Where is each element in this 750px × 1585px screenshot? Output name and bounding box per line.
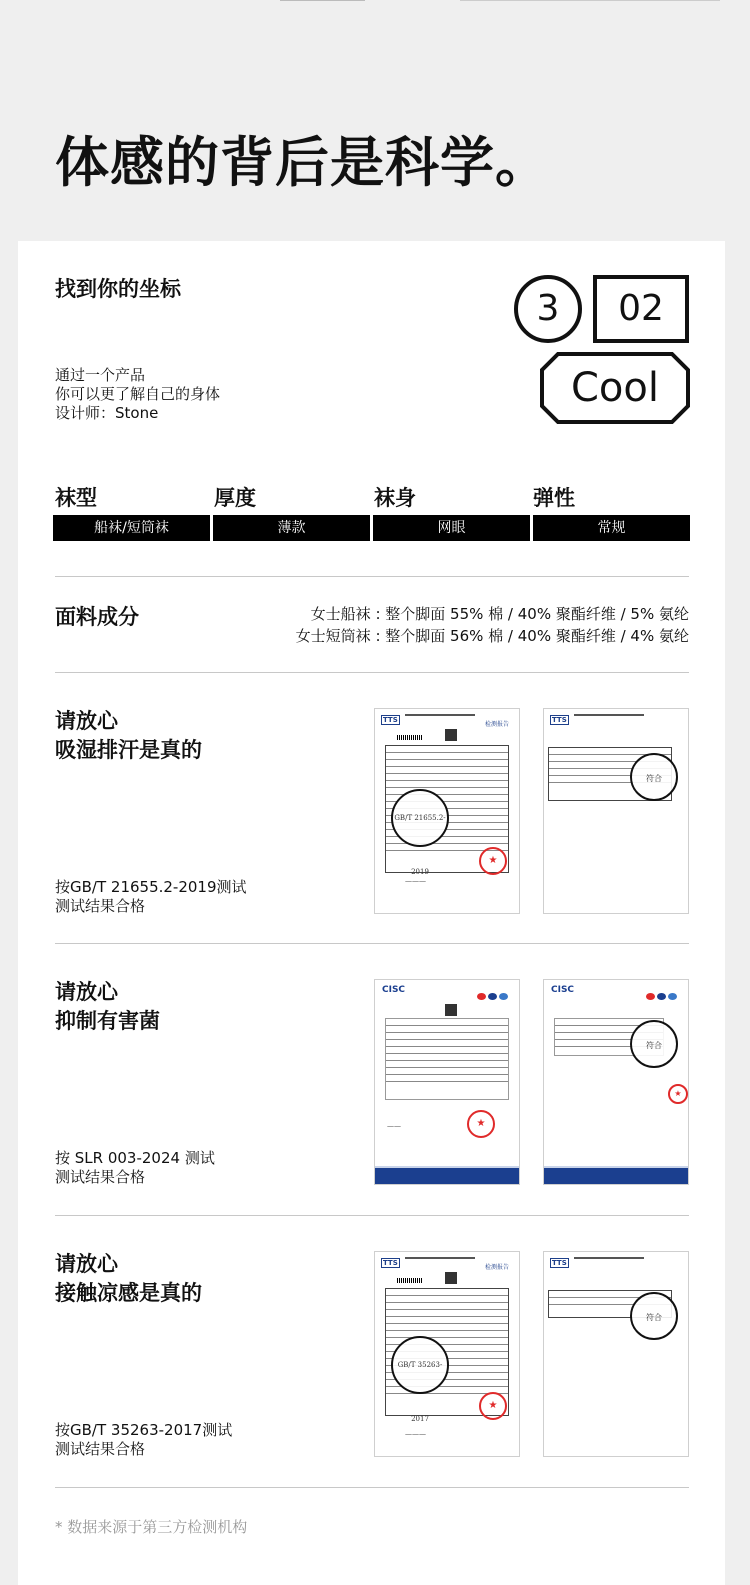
divider bbox=[55, 943, 689, 944]
top-rule bbox=[280, 0, 365, 1]
magnifier-lens: 符合 bbox=[630, 1292, 678, 1340]
report-image bbox=[374, 708, 520, 914]
qr-code-icon bbox=[445, 1004, 457, 1016]
fabric-line: 女士船袜 : 整个脚面 55% 棉 / 40% 聚酯纤维 / 5% 氨纶 bbox=[310, 605, 689, 623]
divider bbox=[55, 1487, 689, 1488]
test-result: 测试结果合格 bbox=[55, 1440, 146, 1458]
heading-line: 请放心 bbox=[55, 980, 118, 1004]
intro-line: 通过一个产品 bbox=[55, 366, 146, 384]
test-result: 测试结果合格 bbox=[55, 1168, 146, 1186]
red-stamp-icon: ★ bbox=[479, 847, 507, 875]
report-header bbox=[574, 714, 644, 716]
heading-line: 请放心 bbox=[55, 709, 118, 733]
heading-line: 请放心 bbox=[55, 1252, 118, 1276]
report-logo-icon: TTS bbox=[383, 716, 398, 724]
attr-value-type: 船袜/短筒袜 bbox=[53, 515, 210, 541]
intro-title: 找到你的坐标 bbox=[55, 277, 181, 301]
test-standard: 按GB/T 35263-2017测试 bbox=[55, 1421, 233, 1439]
report-logo-icon: TTS bbox=[383, 1259, 398, 1267]
report-image bbox=[374, 1251, 520, 1457]
test-note bbox=[55, 1421, 232, 1459]
heading-line: 吸湿排汗是真的 bbox=[55, 738, 202, 762]
logo-word: Cool bbox=[571, 365, 659, 411]
page-headline: 体感的背后是科学。 bbox=[55, 131, 550, 194]
report-image bbox=[543, 708, 689, 914]
magnifier-lens: GB/T 21655.2-2019 bbox=[391, 789, 449, 847]
top-rule bbox=[460, 0, 720, 1]
red-stamp-icon: ★ bbox=[467, 1110, 495, 1138]
attr-title-elasticity: 弹性 bbox=[533, 486, 575, 510]
magnifier-lens: 符合 bbox=[630, 1020, 678, 1068]
attr-title-thickness: 厚度 bbox=[214, 486, 256, 510]
report-image bbox=[543, 1251, 689, 1457]
report-image bbox=[374, 979, 520, 1185]
section-heading bbox=[55, 978, 160, 1036]
test-standard: 按GB/T 21655.2-2019测试 bbox=[55, 878, 247, 896]
report-logo-icon: TTS bbox=[552, 1259, 567, 1267]
qr-code-icon bbox=[445, 729, 457, 741]
divider bbox=[55, 576, 689, 577]
intro-line: 设计师：Stone bbox=[55, 404, 159, 422]
test-note bbox=[55, 878, 247, 916]
attr-title-body: 袜身 bbox=[374, 486, 416, 510]
section-heading bbox=[55, 707, 202, 765]
report-title: 检测报告 bbox=[484, 721, 509, 728]
red-stamp-icon: ★ bbox=[479, 1392, 507, 1420]
signature-mark: ——— bbox=[405, 1430, 426, 1438]
report-header bbox=[405, 714, 475, 716]
intro-text bbox=[55, 366, 220, 423]
logo-code: 02 bbox=[593, 275, 689, 343]
heading-line: 接触凉感是真的 bbox=[55, 1281, 202, 1305]
test-standard: 按 SLR 003-2024 测试 bbox=[55, 1149, 215, 1167]
section-heading bbox=[55, 1250, 202, 1308]
report-footer-bar bbox=[375, 1168, 519, 1184]
report-logo-icon: CISC bbox=[551, 985, 575, 995]
report-header bbox=[405, 1257, 475, 1259]
report-footer-bar bbox=[544, 1168, 688, 1184]
barcode-icon bbox=[397, 1278, 423, 1283]
certification-badges bbox=[646, 985, 682, 993]
signature-mark: —— bbox=[387, 1122, 401, 1130]
footnote: * 数据来源于第三方检测机构 bbox=[55, 1518, 248, 1536]
certification-badges bbox=[477, 985, 513, 993]
test-result: 测试结果合格 bbox=[55, 897, 146, 915]
red-stamp-icon: ★ bbox=[668, 1084, 688, 1104]
report-logo-icon: TTS bbox=[552, 716, 567, 724]
signature-mark: ——— bbox=[405, 877, 426, 885]
divider bbox=[55, 672, 689, 673]
attr-value-body: 网眼 bbox=[373, 515, 530, 541]
divider bbox=[55, 1215, 689, 1216]
magnifier-lens: 符合 bbox=[630, 753, 678, 801]
fabric-title: 面料成分 bbox=[55, 605, 139, 629]
test-note bbox=[55, 1149, 215, 1187]
attr-value-elasticity: 常规 bbox=[533, 515, 690, 541]
report-title: 检测报告 bbox=[484, 1264, 509, 1271]
report-header bbox=[574, 1257, 644, 1259]
fabric-line: 女士短筒袜 : 整个脚面 56% 棉 / 40% 聚酯纤维 / 4% 氨纶 bbox=[295, 627, 689, 645]
logo-number: 3 bbox=[514, 275, 582, 343]
attr-value-thickness: 薄款 bbox=[213, 515, 370, 541]
magnifier-lens: GB/T 35263-2017 bbox=[391, 1336, 449, 1394]
report-logo-icon: CISC bbox=[382, 985, 406, 995]
qr-code-icon bbox=[445, 1272, 457, 1284]
report-image bbox=[543, 979, 689, 1185]
barcode-icon bbox=[397, 735, 423, 740]
heading-line: 抑制有害菌 bbox=[55, 1009, 160, 1033]
attr-title-type: 袜型 bbox=[55, 486, 97, 510]
fabric-composition bbox=[296, 603, 689, 647]
intro-line: 你可以更了解自己的身体 bbox=[55, 385, 221, 403]
report-table bbox=[385, 1018, 509, 1100]
